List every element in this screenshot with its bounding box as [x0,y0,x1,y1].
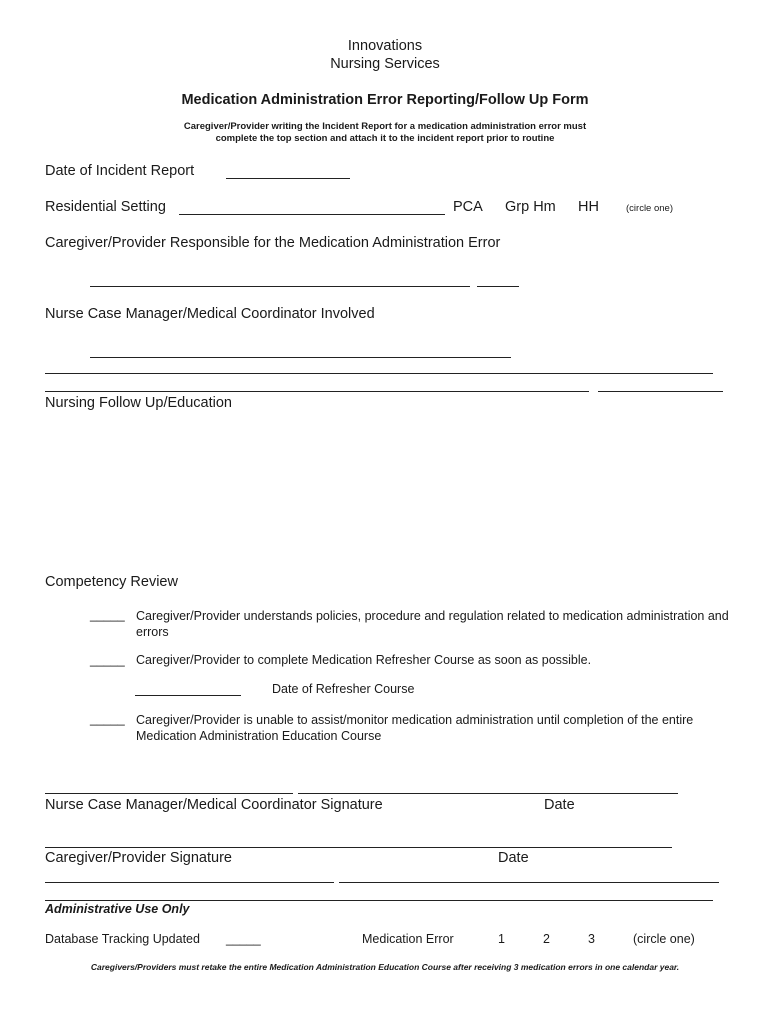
instructions-line2: complete the top section and attach it to the incident report prior to routine [215,133,555,144]
competency-item1-text: Caregiver/Provider understands policies, procedure and regulation related to medication administration and errors [136,609,729,639]
org-name-line1: Innovations [347,38,423,54]
instructions-line1: Caregiver/Provider writing the Incident Report for a medication administration error must [183,121,587,132]
nursing-follow-up-area[interactable] [45,418,725,568]
separator-line-1 [45,373,713,374]
caregiver-responsible-label: Caregiver/Provider Responsible for the Medication Administration Error [45,235,501,251]
competency-item2-checkbox[interactable]: _____ [90,653,125,667]
footer-note: Caregivers/Providers must retake the entire Medication Administration Education Course after receiving 3 medication errors in one calendar year. [90,962,680,972]
org-name-line2: Nursing Services [330,56,440,72]
setting-option-hh[interactable]: HH [578,199,599,215]
database-tracking-field[interactable]: _____ [226,932,261,946]
separator-line-6 [45,900,713,901]
caregiver-responsible-name-field[interactable] [90,286,470,287]
admin-use-heading: Administrative Use Only [45,902,190,916]
nurse-signature-field[interactable] [45,793,293,794]
competency-item2-text: Caregiver/Provider to complete Medication Refresher Course as soon as possible. [136,653,592,667]
caregiver-responsible-id-field[interactable] [477,286,519,287]
competency-item3-text: Caregiver/Provider is unable to assist/monitor medication administration until completion of the entire Medication Administration Education Course [136,713,694,743]
residential-setting-label: Residential Setting [45,199,166,215]
error-option-3[interactable]: 3 [588,932,595,946]
setting-option-pca[interactable]: PCA [453,199,483,215]
nurse-signature-label: Nurse Case Manager/Medical Coordinator Signature [45,797,383,813]
database-tracking-label: Database Tracking Updated [45,932,200,946]
error-option-2[interactable]: 2 [543,932,550,946]
competency-item1-checkbox[interactable]: _____ [90,608,125,622]
medication-error-label: Medication Error [362,932,454,946]
form-title: Medication Administration Error Reporting/Follow Up Form [181,92,589,108]
date-of-incident-label: Date of Incident Report [45,163,195,179]
error-option-1[interactable]: 1 [498,932,505,946]
setting-circle-one-note: (circle one) [626,203,673,214]
nurse-date-label: Date [544,797,575,813]
nurse-signature-date-field[interactable] [298,793,678,794]
nurse-case-manager-label: Nurse Case Manager/Medical Coordinator Involved [45,306,375,322]
competency-item3-checkbox[interactable]: _____ [90,712,125,726]
setting-option-grp-hm[interactable]: Grp Hm [505,199,556,215]
separator-line-4 [45,882,334,883]
refresher-date-label: Date of Refresher Course [272,682,415,696]
separator-line-2 [45,391,589,392]
residential-setting-field[interactable] [179,214,445,215]
error-circle-one-note: (circle one) [633,932,695,946]
date-of-incident-field[interactable] [226,178,350,179]
nursing-follow-up-label: Nursing Follow Up/Education [45,395,232,411]
refresher-date-field[interactable] [135,695,241,696]
separator-line-3 [598,391,723,392]
caregiver-signature-label: Caregiver/Provider Signature [45,850,232,866]
nurse-case-manager-field[interactable] [90,357,511,358]
separator-line-5 [339,882,719,883]
caregiver-date-label: Date [498,850,529,866]
competency-review-heading: Competency Review [45,574,178,590]
caregiver-signature-field[interactable] [45,847,672,848]
